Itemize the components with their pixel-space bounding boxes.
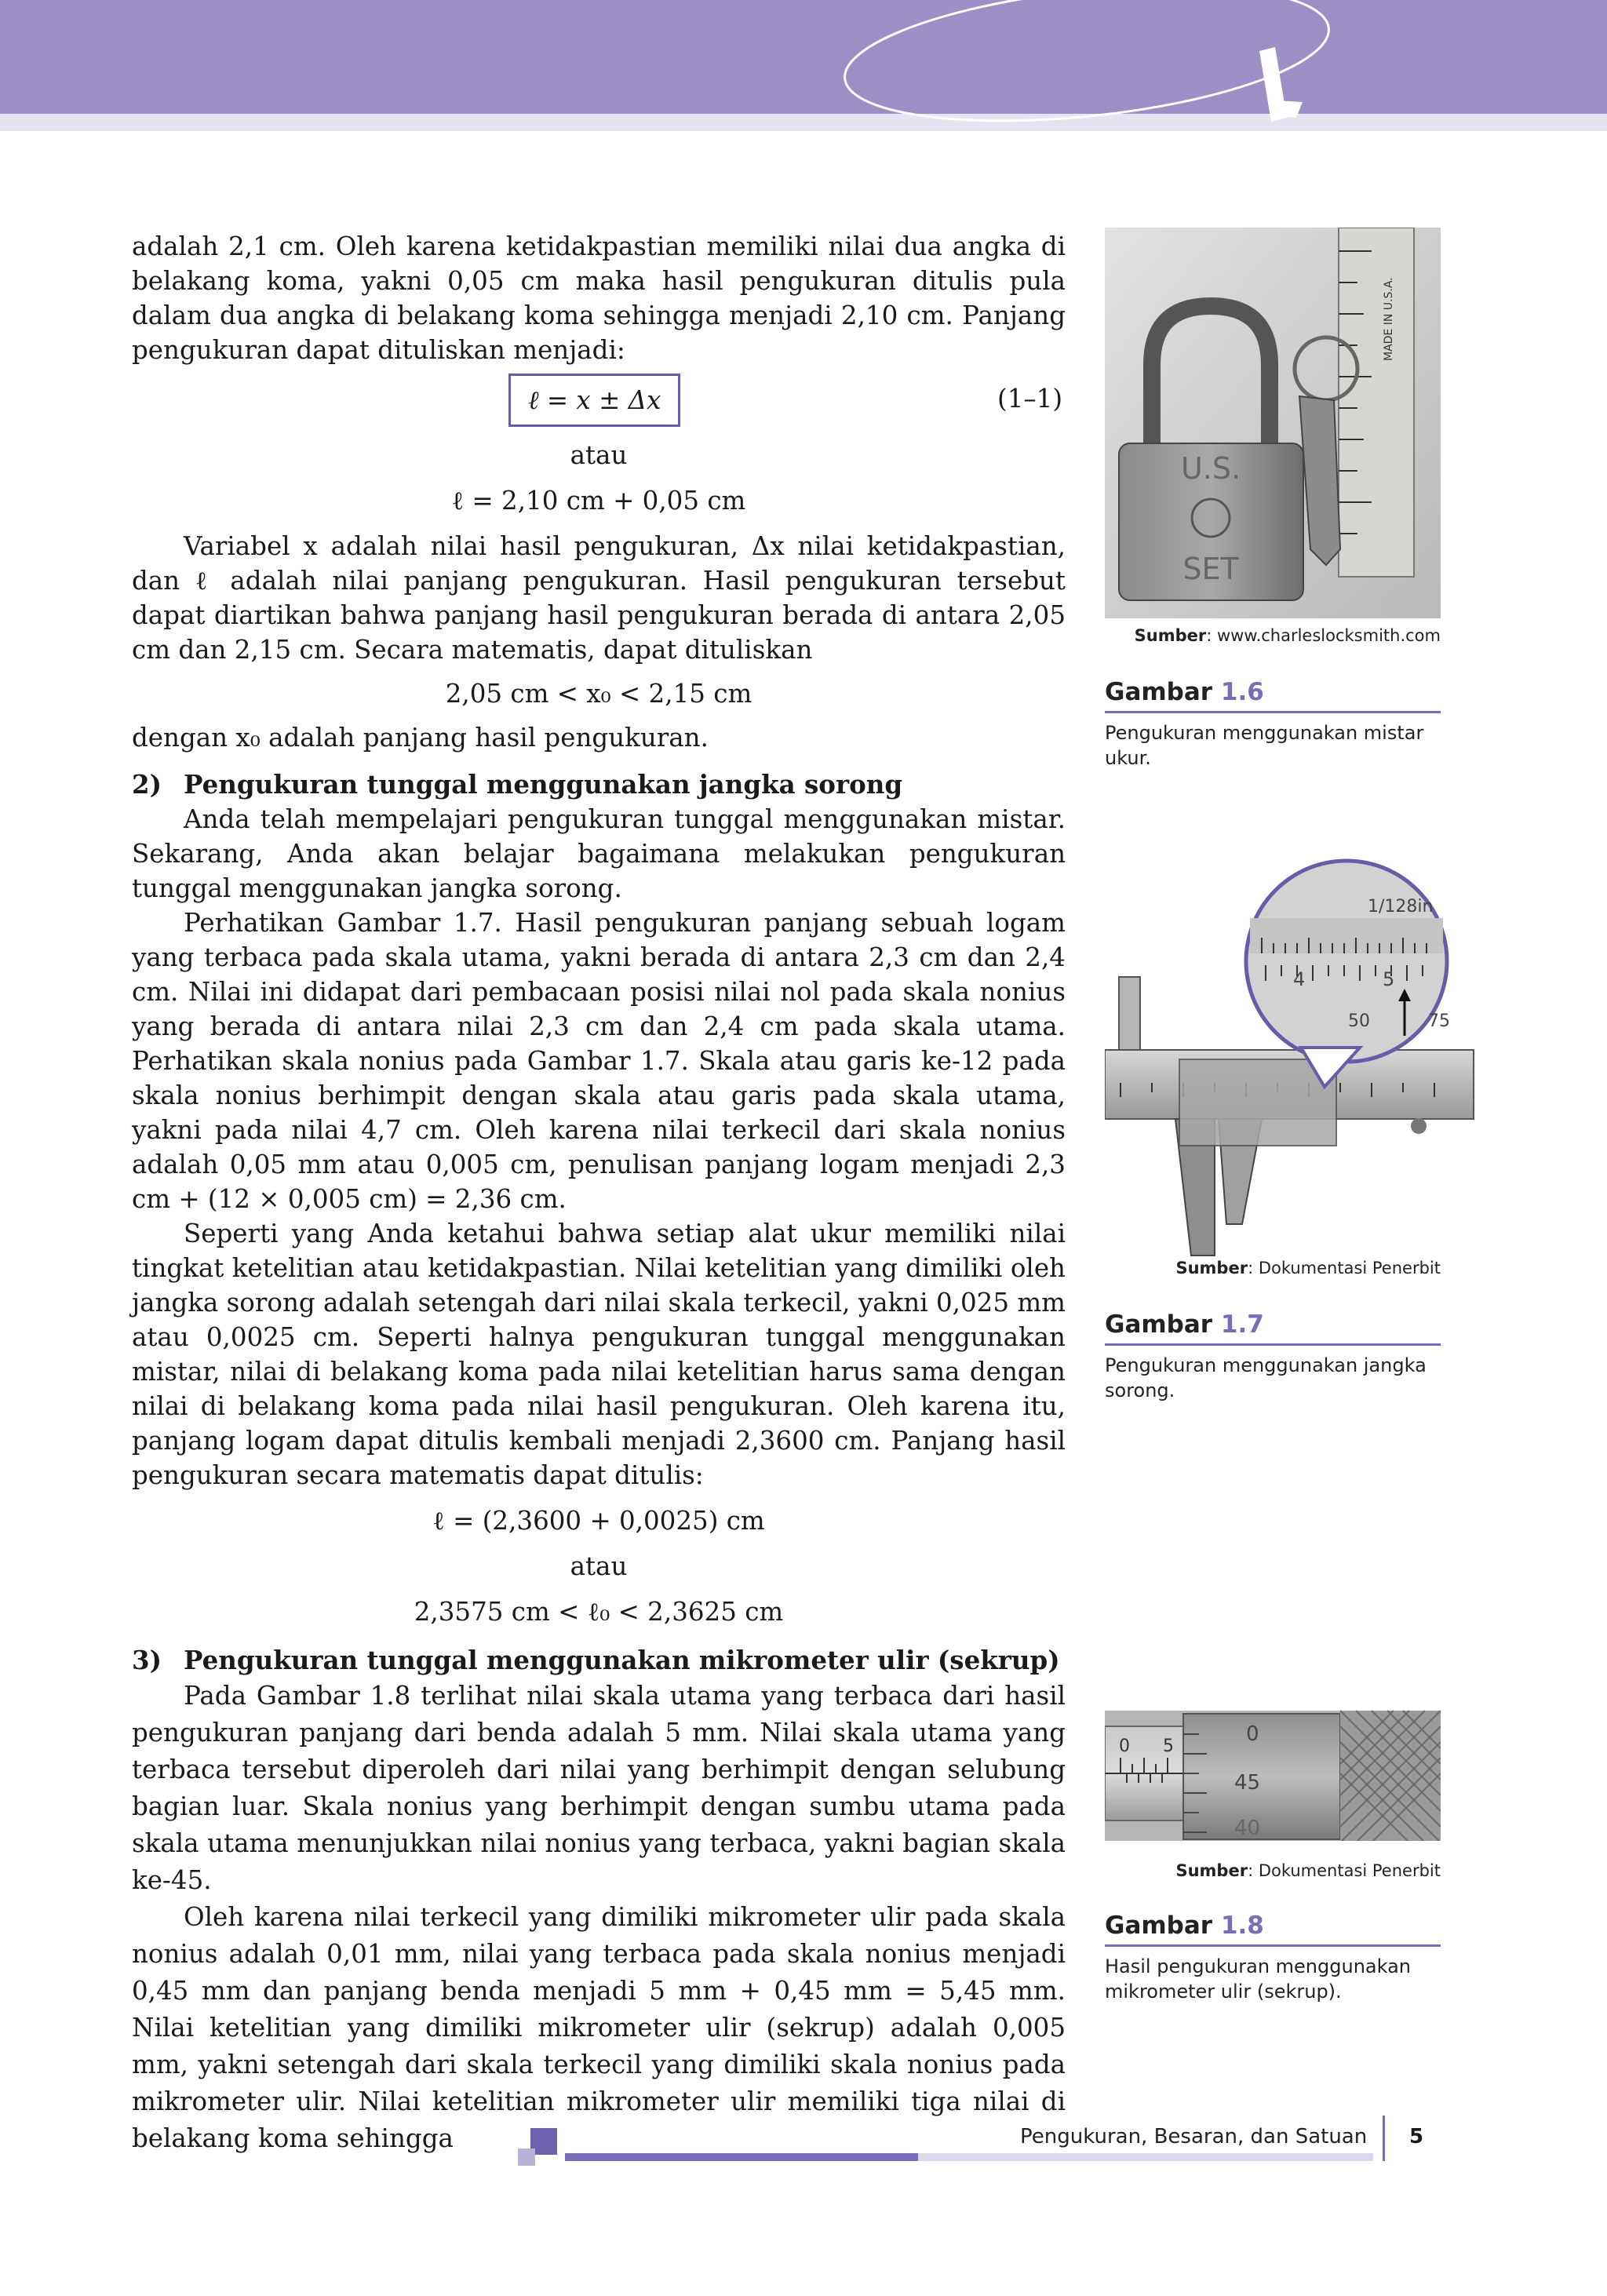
micrometer-text-0-thimble: 0: [1246, 1722, 1259, 1746]
equation-2: ℓ = 2,10 cm + 0,05 cm: [451, 486, 746, 516]
paragraph-2c: Seperti yang Anda ketahui bahwa setiap alat ukur memiliki nilai tingkat ketelitian atau ketidakpastian. Nilai ketelitian yang dimiliki oleh jangka sorong adalah setengah dari nilai skala terkecil, yakni 0,025 mm atau 0,0025 cm. Seperti halnya pengukuran tunggal menggunakan mistar, nilai di belakang koma pada nilai ketelitian harus sama dengan nilai di belakang koma pada nilai hasil pengukuran. Oleh karena itu, panjang logam dapat ditulis kembali menjadi 2,3600 cm. Panjang hasil pengukuran secara matematis dapat ditulis:: [132, 1219, 1066, 1490]
figure-1-7-title: Gambar 1.7: [1105, 1310, 1264, 1339]
caliper-text-75: 75: [1428, 1011, 1450, 1031]
photo-micrometer: [1105, 1695, 1441, 1841]
photo-padlock-ruler: [1105, 228, 1441, 618]
figure-1-8-source: Sumber: Dokumentasi Penerbit: [1175, 1861, 1441, 1880]
figure-1-6-caption: Pengukuran menggunakan mistar ukur.: [1105, 722, 1424, 769]
paragraph-dengan: dengan x₀ adalah panjang hasil pengukuran.: [132, 723, 709, 753]
figure-1-7-source: Sumber: Dokumentasi Penerbit: [1175, 1259, 1441, 1277]
caliper-text-50: 50: [1348, 1011, 1370, 1031]
micrometer-text-40: 40: [1234, 1817, 1261, 1840]
caliper-text-4: 4: [1293, 968, 1306, 990]
heading-2: [132, 767, 1066, 802]
heading-3-text: Pengukuran tunggal menggunakan mikrometer ulir (sekrup): [184, 1645, 1060, 1675]
equation-1: ℓ = x ± Δx: [508, 374, 680, 427]
footer-divider: [1383, 2116, 1385, 2161]
equation-5: 2,3575 cm < ℓ₀ < 2,3625 cm: [414, 1597, 784, 1627]
equation-1-row: [132, 374, 1066, 433]
ruler-text: MADE IN U.S.A.: [1383, 277, 1395, 361]
figure-1-8-title: Gambar 1.8: [1105, 1912, 1264, 1940]
paragraph-2a: Anda telah mempelajari pengukuran tunggal menggunakan mistar. Sekarang, Anda akan belajar bagaimana melakukan pengukuran tunggal menggunakan jangka sorong.: [132, 804, 1066, 903]
heading-3-number: 3): [132, 1645, 162, 1675]
figure-1-6-source: Sumber: www.charleslocksmith.com: [1134, 626, 1441, 645]
figure-1-6: [1105, 228, 1441, 777]
figure-1-8-rule: [1105, 1944, 1441, 1947]
paragraph-intro: adalah 2,1 cm. Oleh karena ketidakpastian memiliki nilai dua angka di belakang koma, yakni 0,05 cm maka hasil pengukuran ditulis pula dalam dua angka di belakang koma sehingga menjadi 2,10 cm. Panjang pengukuran dapat dituliskan menjadi:: [132, 231, 1066, 365]
page-number: 5: [1409, 2125, 1424, 2148]
paragraph-3a: Pada Gambar 1.8 terlihat nilai skala utama yang terbaca dari hasil pengukuran panjang dari benda adalah 5 mm. Nilai skala utama yang terbaca tersebut diperoleh dari nilai yang berhimpit dengan selubung bagian luar. Skala nonius yang berhimpit dengan sumbu utama pada skala utama menunjukkan nilai nonius yang terbaca, yakni bagian skala ke-45.: [132, 1681, 1066, 1895]
equation-3: 2,05 cm < x₀ < 2,15 cm: [445, 679, 752, 709]
or-text-2: atau: [570, 1551, 628, 1581]
or-text-1: atau: [570, 440, 628, 470]
heading-3: [132, 1643, 1066, 1678]
heading-2-number: 2): [132, 769, 162, 800]
figure-1-6-title: Gambar 1.6: [1105, 678, 1264, 706]
micrometer-text-0-sleeve: 0: [1119, 1737, 1130, 1756]
heading-2-text: Pengukuran tunggal menggunakan jangka sorong: [184, 769, 903, 800]
caliper-text-inch: 1/128in: [1368, 897, 1434, 917]
footer-square-light: [518, 2148, 535, 2166]
paragraph-variabel: Variabel x adalah nilai hasil pengukuran, Δx nilai ketidakpastian, dan ℓ adalah nilai panjang pengukuran. Hasil pengukuran tersebut dapat diartikan bahwa panjang hasil pengukuran berada di antara 2,05 cm dan 2,15 cm. Secara matematis, dapat dituliskan: [132, 531, 1066, 665]
paragraph-3b: Oleh karena nilai terkecil yang dimiliki mikrometer ulir pada skala nonius adalah 0,01 mm, nilai yang terbaca pada skala nonius menjadi 0,45 mm dan panjang benda menjadi 5 mm + 0,45 mm = 5,45 mm. Nilai ketelitian yang dimiliki mikrometer ulir (sekrup) adalah 0,005 mm, yakni setengah dari skala terkecil yang dimiliki skala nonius pada mikrometer ulir. Nilai ketelitian mikrometer ulir memiliki tiga nilai di belakang koma sehingga: [132, 1902, 1066, 2153]
figure-1-6-rule: [1105, 711, 1441, 713]
figure-1-7-caption: Pengukuran menggunakan jangka sorong.: [1105, 1354, 1427, 1401]
caliper-text-5: 5: [1383, 968, 1395, 990]
equation-4: ℓ = (2,3600 + 0,0025) cm: [432, 1506, 765, 1536]
figure-1-7-rule: [1105, 1343, 1441, 1346]
equation-1-number: (1–1): [997, 384, 1062, 414]
lock-text-us: U.S.: [1180, 451, 1241, 486]
figure-1-8: [1105, 1695, 1441, 2024]
figure-1-8-caption: Hasil pengukuran menggunakan mikrometer ulir (sekrup).: [1105, 1955, 1412, 2003]
paragraph-2b: Perhatikan Gambar 1.7. Hasil pengukuran panjang sebuah logam yang terbaca pada skala utama, yakni berada di antara 2,3 cm dan 2,4 cm. Nilai ini didapat dari pembacaan posisi nilai nol pada skala nonius yang berada di antara nilai 2,3 cm dan 2,4 cm pada skala utama. Perhatikan skala nonius pada Gambar 1.7. Skala atau garis ke-12 pada skala nonius berhimpit dengan skala atau garis pada skala utama, yakni pada nilai 4,7 cm. Oleh karena nilai terkecil dari skala nonius adalah 0,05 mm atau 0,005 cm, penulisan panjang logam menjadi 2,3 cm + (12 × 0,005 cm) = 2,36 cm.: [132, 908, 1066, 1214]
header-decoration: [0, 0, 1607, 157]
micrometer-text-5-sleeve: 5: [1163, 1737, 1174, 1756]
photo-vernier-caliper: [1105, 847, 1481, 1271]
figure-1-7: [1105, 847, 1450, 1412]
footer-bar-accent: [565, 2153, 918, 2161]
micrometer-text-45: 45: [1234, 1771, 1261, 1795]
footer-chapter-title: Pengukuran, Besaran, dan Satuan: [1020, 2125, 1368, 2148]
lock-text-set: SET: [1182, 552, 1239, 586]
main-text-column: [132, 229, 1066, 2157]
